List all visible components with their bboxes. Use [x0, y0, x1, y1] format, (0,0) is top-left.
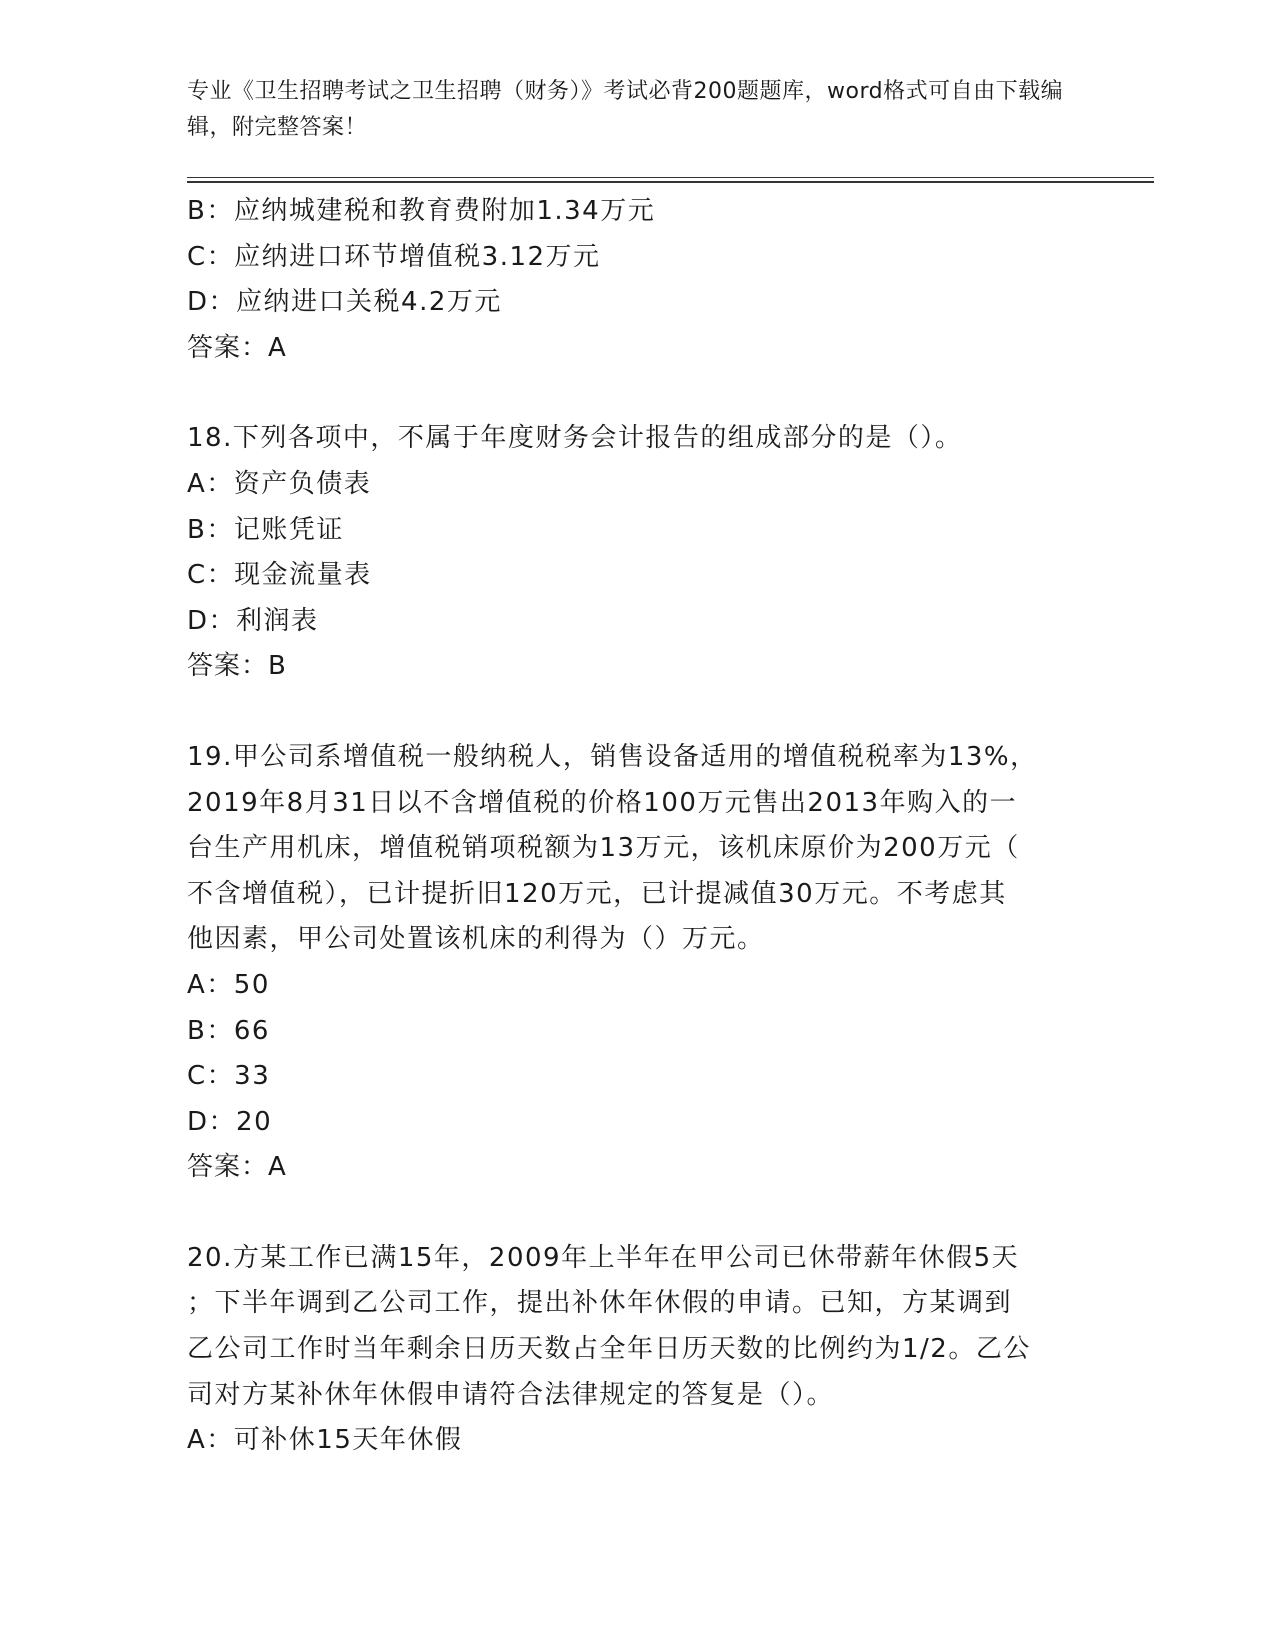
header-divider [187, 177, 1154, 183]
option-d: D：20 [187, 1106, 273, 1137]
answer: 答案：A [187, 332, 287, 363]
question-text: 18.下列各项中，不属于年度财务会计报告的组成部分的是（）。 [187, 423, 963, 454]
option-b: B：记账凭证 [187, 514, 344, 545]
question-20 [187, 1236, 1087, 1464]
question-text-line: ；下半年调到乙公司工作，提出补休年休假的申请。已知，方某调到 [187, 1288, 1013, 1319]
question-18 [187, 416, 1087, 690]
question-text-line: 台生产用机床，增值税销项税额为13万元，该机床原价为200万元（ [187, 833, 1020, 864]
document-header: 专业《卫生招聘考试之卫生招聘（财务）》考试必背200题题库，word格式可自由下载编辑，附完整答案！ [187, 79, 1064, 140]
question-text-line: 乙公司工作时当年剩余日历天数占全年日历天数的比例约为1/2。乙公 [187, 1334, 1031, 1365]
question-text-line: 2019年8月31日以不含增值税的价格100万元售出2013年购入的一 [187, 787, 1018, 818]
option-c: C：33 [187, 1061, 271, 1092]
question-text-line: 司对方某补休年休假申请符合法律规定的答复是（）。 [187, 1379, 835, 1410]
spacer [187, 1191, 1087, 1236]
question-text-line: 19.甲公司系增值税一般纳税人，销售设备适用的增值税税率为13%， [187, 741, 1038, 772]
spacer [187, 371, 1087, 416]
option-b: B：应纳城建税和教育费附加1.34万元 [187, 196, 656, 226]
question-text-line: 他因素，甲公司处置该机床的利得为（）万元。 [187, 924, 765, 955]
option-a: A：资产负债表 [187, 468, 372, 499]
question-17-tail [187, 189, 1087, 371]
option-c: C：现金流量表 [187, 560, 372, 591]
question-text-line: 不含增值税），已计提折旧120万元，已计提减值30万元。不考虑其 [187, 878, 1007, 909]
question-list [187, 189, 1087, 1464]
option-d: D：应纳进口关税4.2万元 [187, 287, 502, 318]
option-d: D：利润表 [187, 605, 319, 636]
answer: 答案：A [187, 1152, 287, 1183]
option-b: B：66 [187, 1015, 270, 1046]
option-c: C：应纳进口环节增值税3.12万元 [187, 241, 601, 272]
spacer [187, 690, 1087, 735]
question-text-line: 20.方某工作已满15年，2009年上半年在甲公司已休带薪年休假5天 [187, 1242, 1020, 1273]
option-a: A：50 [187, 969, 270, 1000]
option-a: A：可补休15天年休假 [187, 1425, 463, 1456]
answer: 答案：B [187, 651, 287, 682]
question-19 [187, 735, 1087, 1191]
